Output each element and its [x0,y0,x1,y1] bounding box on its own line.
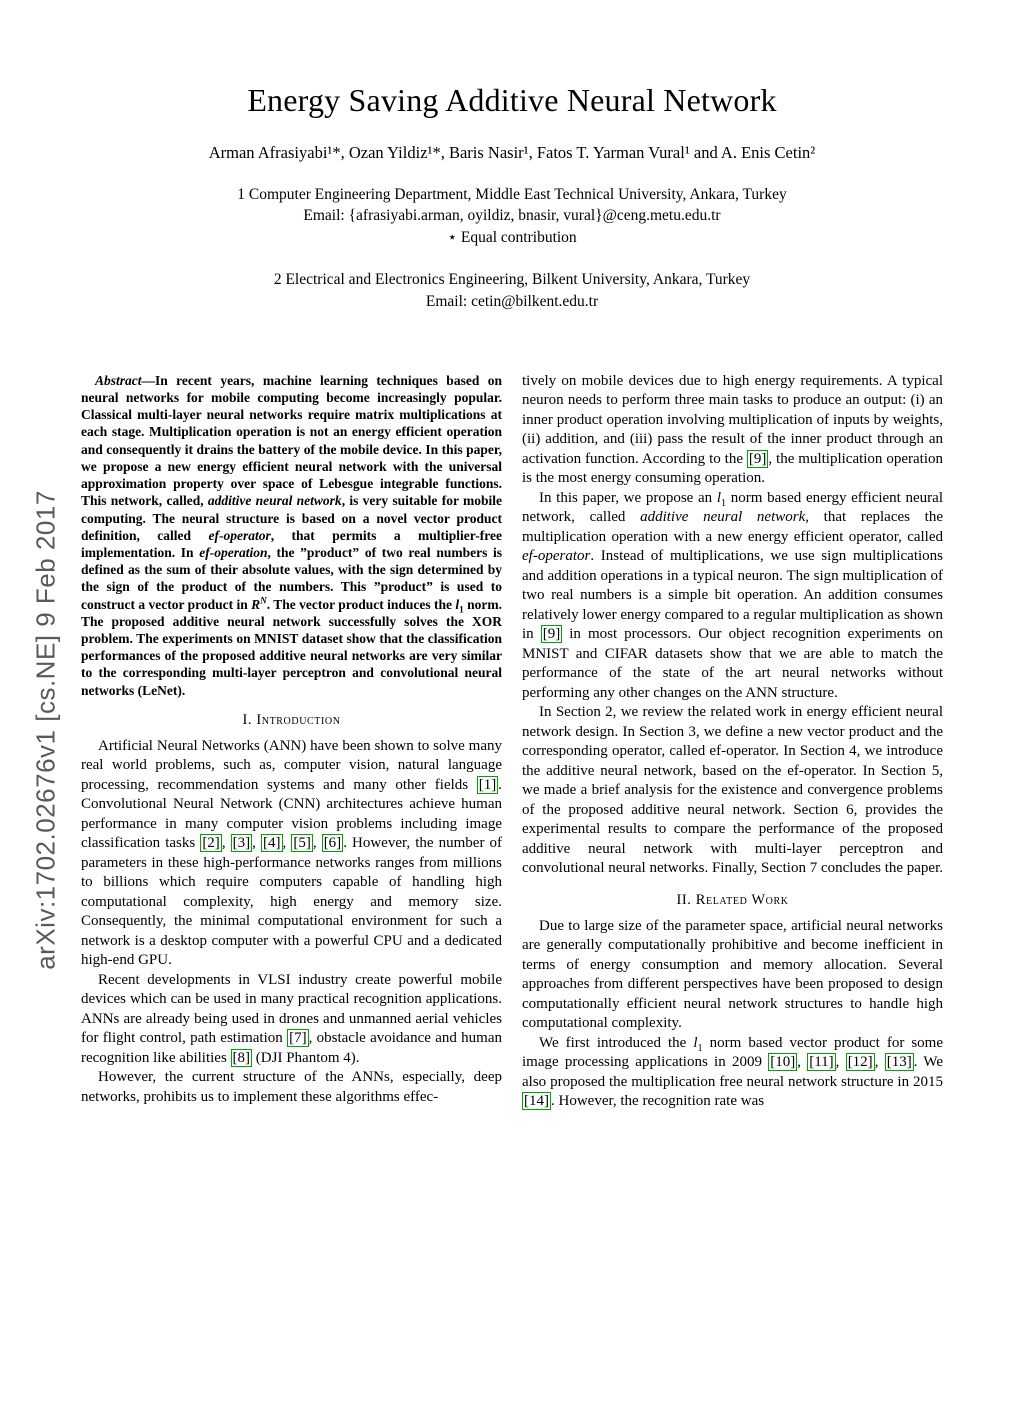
text-segment: , [835,1054,846,1071]
text-segment: . However, the number of parameters in these high-performance networks ranges from millions to billions which require computers capable of handling high computational complexity, high energy and memory size. Consequently, the minimal computational environment for such a network is a desktop computer with a powerful CPU and a dedicated high-end GPU. [81,835,503,969]
text-segment: , is very suitable for mobile computing. The neural structure is based on a novel vector product definition, called [81,493,502,543]
text-segment: . However, the recognition rate was [551,1093,765,1110]
affiliation-2 [81,269,943,312]
text-segment: norm based energy efficient neural network, called [522,489,944,526]
affiliation-1 [81,184,943,248]
citation-link[interactable]: [14] [524,1093,549,1110]
text-segment: ef-operator [208,527,271,543]
text-segment: , [797,1054,808,1071]
text-segment: Abstract [95,372,142,388]
citation-link[interactable]: [12] [847,1054,873,1071]
citation-link[interactable]: [2] [202,835,220,852]
text-segment: , [252,835,261,852]
citation-link[interactable]: [3] [232,835,251,852]
text-segment: 1 [459,604,464,615]
right-column [522,372,943,1112]
text-segment: , that permits a multiplier-free implementation. In [81,527,502,560]
text-segment: l [455,596,460,612]
two-column-body [81,372,943,1112]
section-heading: I. Introduction [242,711,341,728]
text-segment: We first introduced the [539,1034,694,1051]
text-segment: . The vector product induces the [266,596,456,612]
paper-content [0,82,1024,1112]
text-segment: Artificial Neural Networks (ANN) have been shown to solve many real world problems, such as, computer vision, natural language processing, recommendation systems and many other fields [81,737,502,793]
paragraph [522,489,943,704]
left-column [81,372,502,1112]
author-line: Arman Afrasiyabi¹*, Ozan Yildiz¹*, Baris Nasir¹, Fatos T. Yarman Vural¹ and A. Enis Cetin² [208,143,816,162]
text-segment: in most processors. Our object recognition experiments on MNIST and CIFAR datasets show that we are able to match the performance of the state of the art neural networks without performing any other changes on the ANN structure. [522,626,943,701]
text-segment: —In recent years, machine learning techniques based on neural networks for mobile computing become increasingly popular. Classical multi-layer neural networks require matrix multiplications at each stage. Multiplication operation is not an energy efficient operation and consequently it drains the battery of the mobile device. In this paper, we propose a new energy efficient neural network with the universal approximation property over space of Lebesgue integrable functions. This network, called, [81,372,502,509]
text-segment: tively on mobile devices due to high energy requirements. A typical neuron needs to perform three main tasks to produce an output: (i) an inner product operation involving multiplication of inputs by weights, (ii) addition, and (iii) pass the result of the inner product through an activation function. According to the [522,372,943,467]
text-segment: , [874,1054,885,1071]
paragraph [522,372,943,489]
arxiv-watermark: arXiv:1702.02676v1 [cs.NE] 9 Feb 2017 [30,490,61,970]
text-segment: ef-operator [522,548,591,565]
text-segment: additive neural network [207,493,342,509]
text-segment: l [716,489,721,506]
text-segment: R [251,596,261,612]
abstract-paragraph [81,372,502,699]
affiliation-2-email: Email: cetin@bilkent.edu.tr [425,292,599,310]
text-segment: (DJI Phantom 4). [252,1049,360,1066]
paragraph [81,971,502,1069]
citation-link[interactable]: [5] [293,835,311,852]
affiliation-1-email: Email: {afrasiyabi.arman, oyildiz, bnasir, vural}@ceng.metu.edu.tr [303,207,721,225]
affiliation-2-dept: 2 Electrical and Electronics Engineering, Bilkent University, Ankara, Turkey [273,271,751,289]
citation-link[interactable]: [1] [478,776,497,793]
paragraph [522,1034,943,1112]
text-segment: norm. The proposed additive neural network successfully solves the XOR problem. The experiments on MNIST dataset show that the classification performances of the proposed additive neural networks are very similar to the corresponding multi-layer perceptron and convolutional neural networks (LeNet). [81,596,502,698]
citation-link[interactable]: [4] [263,835,281,852]
text-segment: . We also proposed the multiplication free neural network structure in 2015 [522,1054,944,1090]
text-segment: In Section 2, we review the related work in energy efficient neural network design. In Section 3, we define a new vector product and the corresponding operator, called ef-operator. In Section 4, we introduce the additive neural network, based on the ef-operator. In Section 5, we made a brief analysis for the existence and convergence problems of the proposed additive neural network. Section 6, provides the experimental results to compare the performance of the proposed additive neural network with multi-layer perceptron and convolutional neural networks. Finally, Section 7 concludes the paper. [522,704,944,877]
text-segment: Recent developments in VLSI industry create powerful mobile devices which can be used in many practical recognition applications. ANNs are already being used in drones and unmanned aerial vehicles for flight control, path estimation [81,971,502,1047]
text-segment: 1 [697,1042,703,1054]
text-segment: , obstacle avoidance and human recognition like abilities [81,1030,502,1066]
text-segment: , [221,835,231,852]
text-segment: , [282,835,292,852]
text-segment: , the multiplication operation is the most energy consuming operation. [522,450,943,487]
paper-page [0,82,1024,1407]
citation-link[interactable]: [13] [886,1054,912,1071]
affiliation-1-dept: 1 Computer Engineering Department, Middle East Technical University, Ankara, Turkey [237,186,787,203]
citation-link[interactable]: [10] [770,1054,796,1071]
text-segment: additive neural network [640,509,806,526]
text-segment: norm based vector product for some image processing applications in 2009 [522,1034,943,1071]
paragraph [81,1068,502,1107]
citation-link[interactable]: [9] [748,450,767,467]
citation-link[interactable]: [9] [542,626,561,643]
text-segment: However, the current structure of the ANNs, especially, deep networks, prohibits us to implement these algorithms effec- [81,1069,502,1105]
citation-link[interactable]: [11] [809,1054,834,1071]
citation-link[interactable]: [6] [323,835,342,852]
text-segment: N [260,595,267,606]
text-segment: l [693,1034,698,1051]
text-segment: , that replaces the multiplication operation with a new energy efficient operator, called [522,509,943,545]
text-segment: , [312,835,322,852]
text-segment: 1 [721,497,727,509]
equal-contribution-note: ⋆ Equal contribution [447,228,577,246]
citation-link[interactable]: [7] [289,1030,307,1047]
text-segment: . Convolutional Neural Network (CNN) architectures achieve human performance in many computer vision problems including image classification tasks [81,776,502,852]
paragraph [81,737,502,971]
paragraph [522,703,943,879]
paragraph [522,917,943,1034]
text-segment: ef-operation [199,544,268,560]
citation-link[interactable]: [8] [232,1049,251,1066]
paper-title: Energy Saving Additive Neural Network [247,82,777,118]
text-segment: Due to large size of the parameter space, artificial neural networks are generally computationally prohibitive and become inefficient in terms of energy consumption and memory allocation. Several approaches from different perspectives have been proposed to design computationally efficient neural network structures to handle high computational complexity. [522,917,943,1032]
text-segment: , the ”product” of two real numbers is defined as the sum of their absolute values, with the sign determined by the sign of the product of the numbers. This ”product” is used to construct a vector product in [81,544,502,612]
text-segment: . Instead of multiplications, we use sign multiplications and addition operations in a typical neuron. The sign multiplication of two real numbers is a simple bit operation. An addition consumes relatively lower energy compared to a regular multiplication as shown in [522,548,943,643]
text-segment: In this paper, we propose an [539,489,717,506]
section-heading: II. Related Work [676,891,789,908]
